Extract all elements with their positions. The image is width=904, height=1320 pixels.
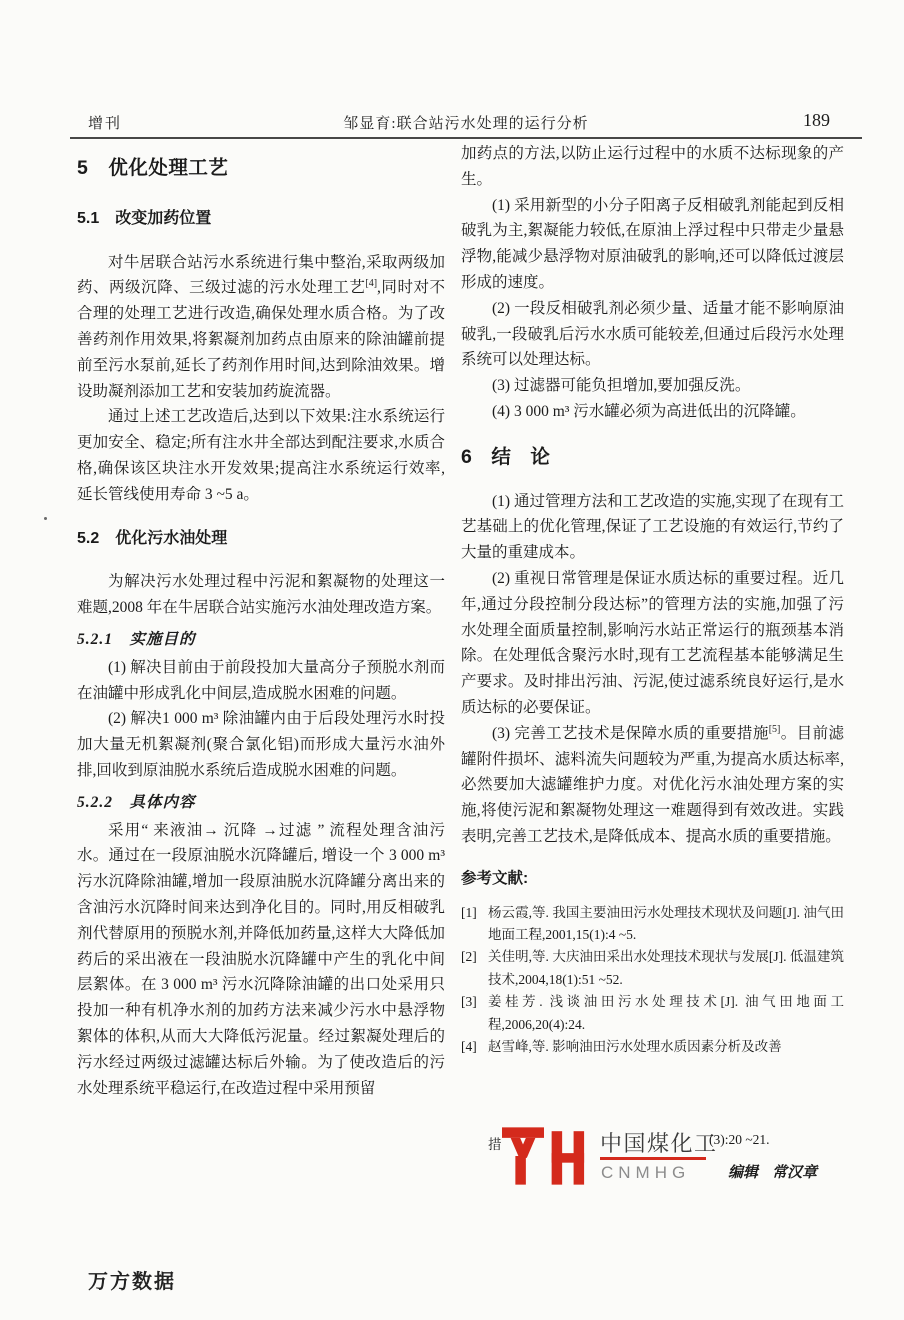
reference-label: [2] [461, 949, 477, 965]
left-column [77, 148, 445, 1101]
paragraph-text: (3) 完善工艺技术是保障水质的重要措施 [492, 724, 769, 742]
running-title: 邹显育:联合站污水处理的运行分析 [343, 116, 589, 132]
citation-superscript-4: [4] [365, 278, 378, 290]
reference-text: 赵雪峰,等. 影响油田污水处理水质因素分析及改善 [488, 1038, 782, 1054]
note-item-1: (1) 采用新型的小分子阳离子反相破乳剂能起到反相破乳为主,絮凝能力较低,在原油上浮过程中只带走少量悬浮物,能减少悬浮物对原油破乳的影响,还可以降低过渡层形成的速度。 [461, 196, 844, 291]
reference-tail-text: (3):20 ~21. [709, 1132, 770, 1147]
note-item-2: (2) 一段反相破乳剂必须少量、适量才能不影响原油破乳,一段破乳后污水水质可能较差,但通过后段污水处理系统可以处理达标。 [461, 299, 844, 369]
watermark-chinese-text: 中国煤化工 [600, 1131, 718, 1156]
paragraph-continued: 加药点的方法,以防止运行过程中的水质不达标现象的产生。 [461, 145, 844, 188]
header-rule [70, 137, 862, 139]
scan-speck [44, 517, 47, 520]
reference-item [461, 946, 844, 991]
conclusion-item-3 [461, 721, 844, 850]
right-column [461, 141, 844, 1058]
china-coal-chemical-logo-icon [502, 1127, 586, 1185]
watermark-latin-text: CNMHG [601, 1163, 691, 1182]
reference-label: [1] [461, 904, 477, 920]
conclusion-item-1: (1) 通过管理方法和工艺改造的实施,实现了在现有工艺基础上的优化管理,保证了工艺设施的有效运行,节约了大量的重建成本。 [461, 492, 844, 562]
reference-label: [4] [461, 1038, 477, 1054]
reference-item [461, 1036, 844, 1058]
watermark-block [488, 1124, 850, 1202]
citation-superscript-5: [5] [768, 723, 781, 735]
section-5-2-2-heading: 5.2.2 具体内容 [77, 793, 196, 811]
references-heading: 参考文献: [461, 869, 529, 887]
paragraph-text: 对牛居联合站污水系统进行集中整治,采取两级加药、两级沉降、三级过滤的污水处理工艺 [77, 253, 445, 297]
editor-label: 编辑 [728, 1165, 759, 1181]
section-6-heading: 6 结 论 [461, 445, 550, 468]
section-5-2-heading: 5.2 优化污水油处理 [77, 529, 228, 547]
reference-label: [3] [461, 994, 477, 1010]
references-list [461, 902, 844, 1059]
reference-text: 杨云霞,等. 我国主要油田污水处理技术现状及问题[J]. 油气田地面工程,2001,15(1):4 ~5. [488, 904, 844, 942]
purpose-item-2: (2) 解决1 000 m³ 除油罐内由于后段处理污水时投加大量无机絮凝剂(聚合氯化铝)而形成大量污水油外排,回收到原油脱水系统后造成脱水困难的问题。 [77, 710, 445, 779]
reference-text: 关佳明,等. 大庆油田采出水处理技术现状与发展[J]. 低温建筑技术,2004,18(1):51 ~52. [488, 949, 844, 987]
section-5-1-heading: 5.1 改变加药位置 [77, 209, 212, 227]
watermark-red-rule [600, 1157, 706, 1160]
wanfang-data-watermark: 万方数据 [88, 1271, 176, 1293]
paragraph-5-1-a [77, 250, 445, 405]
note-item-3: (3) 过滤器可能负担增加,要加强反洗。 [492, 377, 751, 395]
reference-text: 姜桂芳. 浅谈油田污水处理技术[J]. 油气田地面工程,2006,20(4):24. [488, 994, 844, 1032]
paragraph-text: ,同时对不合理的处理工艺进行改造,确保处理水质合格。为了改善药剂作用效果,将絮凝剂加药点由原来的除油罐前提前至污水泵前,延长了药剂作用时间,达到除油效果。增设助凝剂添加工艺和安装加药旋流器。 [77, 279, 445, 400]
section-5-heading: 5 优化处理工艺 [77, 157, 229, 179]
reference-item [461, 902, 844, 947]
reference-item [461, 991, 844, 1036]
note-item-4: (4) 3 000 m³ 污水罐必须为高进低出的沉降罐。 [492, 402, 806, 420]
section-5-2-1-heading: 5.2.1 实施目的 [77, 630, 196, 648]
page-number: 189 [803, 110, 830, 130]
paragraph-5-1-b: 通过上述工艺改造后,达到以下效果:注水系统运行更加安全、稳定;所有注水井全部达到配注要求,水质合格,确保该区块注水开发效果;提高注水系统运行效率,延长管线使用寿命 3 ~5 a。 [77, 408, 445, 503]
paragraph-text: 。目前滤罐附件损坏、滤料流失问题较为严重,为提高水质达标率,必然要加大滤罐维护力度。对优化污水油处理方案的实施,将使污泥和絮凝物处理这一难题得到有效改进。实践表明,完善工艺技术,是降低成本、提高水质的重要措施。 [461, 724, 844, 845]
editor-name: 常汉章 [772, 1165, 818, 1181]
conclusion-item-2: (2) 重视日常管理是保证水质达标的重要过程。近几年,通过分段控制分段达标”的管理方法的实施,加强了污水处理全面质量控制,影响污水站正常运行的瓶颈基本消除。在处理低含聚污水时,现有工艺流程基本能够满足生产要求。及时排出污油、污泥,使过滤系统良好运行,是水质达标的必要保证。 [461, 569, 844, 716]
paragraph-5-2-2: 采用“ 来液油→ 沉降 →过滤 ” 流程处理含油污水。通过在一段原油脱水沉降罐后, 增设一个 3 000 m³ 污水沉降除油罐,增加一段原油脱水沉降罐分离出来的含油污水沉降时间来达到净化目的。同时,用反相破乳剂代替原用的预脱水剂,并降低加药量,这样大大降低加药后的采出液在一段油脱水沉降罐中产生的乳化中间层絮体。在 3 000 m³ 污水沉降除油罐的出口处采用只投加一种有机净水剂的加药方法来减少污水中悬浮物絮体的体积,从而大大降低污泥量。经过絮凝处理后的污水经过两级过滤罐达标后外输。为了使改造后的污水处理系统平稳运行,在改造过程中采用预留 [77, 821, 445, 1097]
paragraph-5-2-intro: 为解决污水处理过程中污泥和絮凝物的处理这一难题,2008 年在牛居联合站实施污水油处理改造方案。 [77, 573, 445, 617]
page-header [70, 110, 862, 136]
reference-continuation-char: 措 [488, 1137, 502, 1152]
journal-issue-label: 增刊 [88, 116, 123, 132]
purpose-item-1: (1) 解决目前由于前段投加大量高分子预脱水剂而在油罐中形成乳化中间层,造成脱水困难的问题。 [77, 658, 445, 702]
editor-credit [728, 1161, 817, 1182]
